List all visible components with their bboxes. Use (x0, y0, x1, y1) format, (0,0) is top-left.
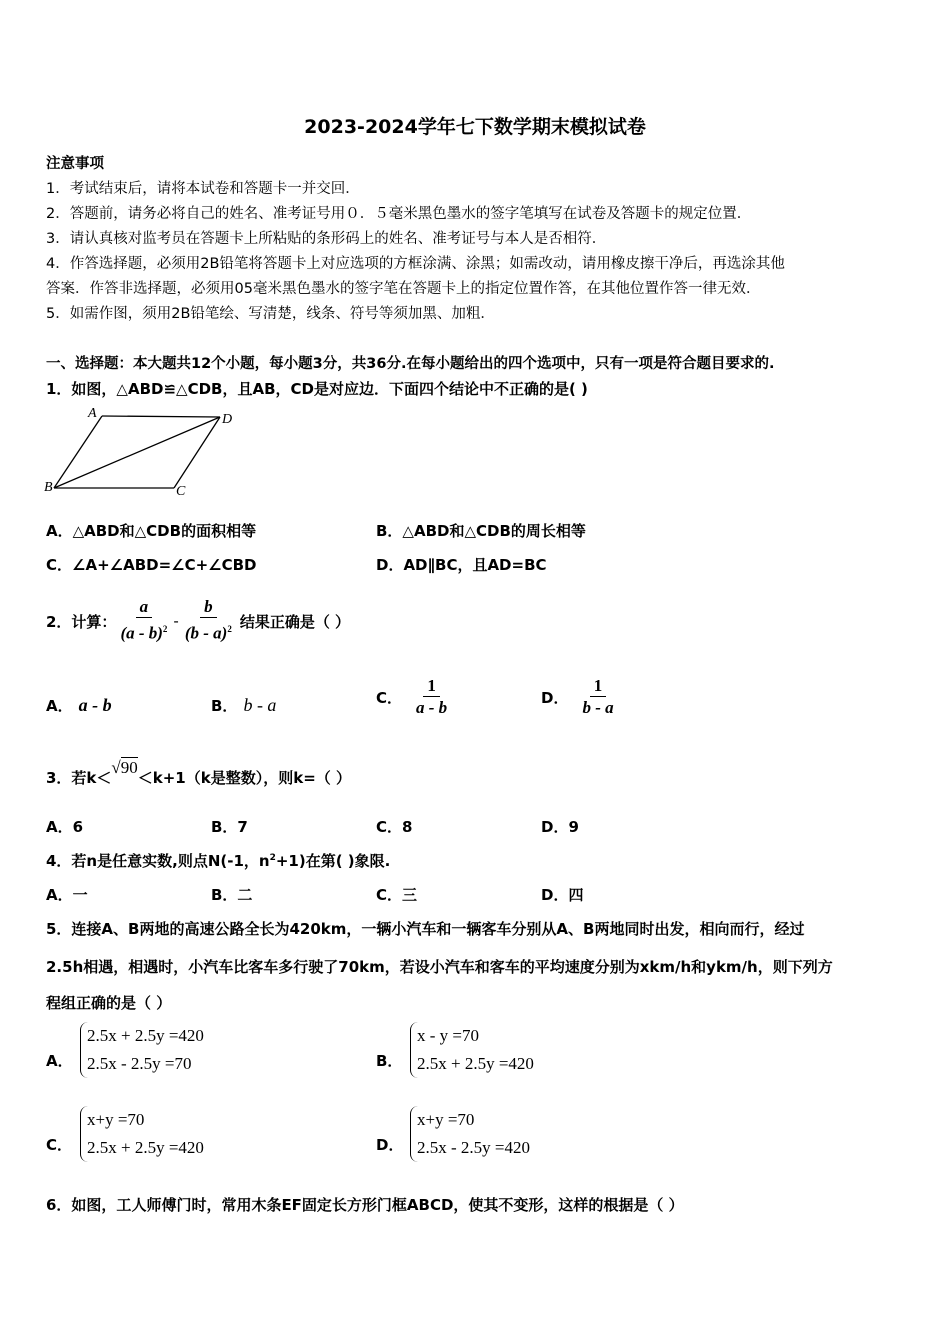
q5-option-d-system: x+y =70 2.5x - 2.5y =420 (410, 1106, 530, 1162)
point-label-c: C (176, 484, 186, 499)
question-2-stem: 2．计算： $\frac{a}{(a - b)^2}$ - $\frac{b}{(b - a)^2}$ 结果正确是（ ） (46, 597, 351, 643)
q5-option-a-label: A． (46, 1052, 73, 1070)
q2-option-b: B． b - a (211, 695, 277, 715)
q5-option-a-system: 2.5x + 2.5y =420 2.5x - 2.5y =70 (80, 1022, 204, 1078)
q4-option-b: B．二 (211, 886, 253, 904)
point-label-b: B (44, 480, 53, 495)
parallelogram-figure (40, 402, 240, 502)
q4-option-c: C．三 (376, 886, 418, 904)
point-label-a: A (88, 406, 97, 421)
question-5-line: 2.5h相遇，相遇时，小汽车比客车多行驶了70km，若设小汽车和客车的平均速度分别为xkm/h和ykm/h，则下列方 (46, 958, 833, 976)
note-item: 3．请认真核对监考员在答题卡上所粘贴的条形码上的姓名、准考证号与本人是否相符． (46, 231, 607, 247)
q2-suffix: 结果正确是（ ） (239, 612, 351, 631)
question-5-line: 程组正确的是（ ） (46, 994, 172, 1012)
note-item: 2．答题前，请务必将自己的姓名、准考证号用０．５毫米黑色墨水的签字笔填写在试卷及答题卡的规定位置． (46, 206, 752, 222)
q2-option-d: D． $\frac{1}{b - a}$ (541, 675, 614, 717)
q1-option-a: A．△ABD和△CDB的面积相等 (46, 522, 257, 540)
q4-option-d: D．四 (541, 886, 584, 904)
question-3-stem: 3．若k＜ √90 ＜k+1（k是整数），则k=（ ） (46, 758, 351, 787)
question-1-stem: 1．如图，△ABD≌△CDB，且AB，CD是对应边．下面四个结论中不正确的是( ) (46, 380, 588, 398)
q4-option-a: A．一 (46, 886, 88, 904)
q5-option-d-label: D． (376, 1136, 404, 1154)
q3-option-c: C．8 (376, 818, 413, 836)
page-title: 2023-2024学年七下数学期末模拟试卷 (304, 116, 646, 138)
notes-heading: 注意事项 (46, 156, 104, 172)
question-5-line: 5．连接A、B两地的高速公路全长为420km，一辆小汽车和一辆客车分别从A、B两地同时出发，相向而行，经过 (46, 920, 805, 938)
q1-option-d: D．AD∥BC，且AD=BC (376, 556, 547, 574)
q3-option-b: B．7 (211, 818, 248, 836)
q5-option-b-label: B． (376, 1052, 403, 1070)
q5-option-c-label: C． (46, 1136, 73, 1154)
q2-prefix: 2．计算： (46, 612, 117, 631)
q2-option-a: A． a - b (46, 695, 112, 715)
q2-option-c: C． $\frac{1}{a - b}$ (376, 675, 448, 717)
note-item: 5．如需作图，须用2B铅笔绘、写清楚，线条、符号等须加黑、加粗． (46, 306, 495, 322)
q1-option-c: C．∠A+∠ABD=∠C+∠CBD (46, 556, 257, 574)
q2-fraction-2: $\frac{b}{(b - a)^2}$ (184, 597, 232, 643)
question-6-stem: 6．如图，工人师傅门时，常用木条EF固定长方形门框ABCD，使其不变形，这样的根据是（ ） (46, 1196, 684, 1214)
q3-option-a: A．6 (46, 818, 84, 836)
q2-fraction-1: $\frac{a}{(a - b)^2}$ (120, 597, 168, 643)
q5-option-c-system: x+y =70 2.5x + 2.5y =420 (80, 1106, 204, 1162)
q5-option-b-system: x - y =70 2.5x + 2.5y =420 (410, 1022, 534, 1078)
note-item: 4．作答选择题，必须用2B铅笔将答题卡上对应选项的方框涂满、涂黑；如需改动，请用橡皮擦干净后，再选涂其他 (46, 256, 785, 272)
note-item: 1．考试结束后，请将本试卷和答题卡一并交回． (46, 181, 360, 197)
q1-option-b: B．△ABD和△CDB的周长相等 (376, 522, 586, 540)
note-item: 答案．作答非选择题，必须用05毫米黑色墨水的签字笔在答题卡上的指定位置作答，在其他位置作答一律无效． (46, 281, 761, 297)
question-4-stem: 4．若n是任意实数,则点N(-1，$n^2+1$)在第( )象限. (46, 852, 391, 870)
point-label-d: D (222, 412, 233, 427)
section-heading: 一、选择题：本大题共12个小题，每小题3分，共36分.在每小题给出的四个选项中，只有一项是符合题目要求的. (46, 356, 775, 372)
q3-option-d: D．9 (541, 818, 579, 836)
sqrt-90: √90 (111, 758, 138, 777)
